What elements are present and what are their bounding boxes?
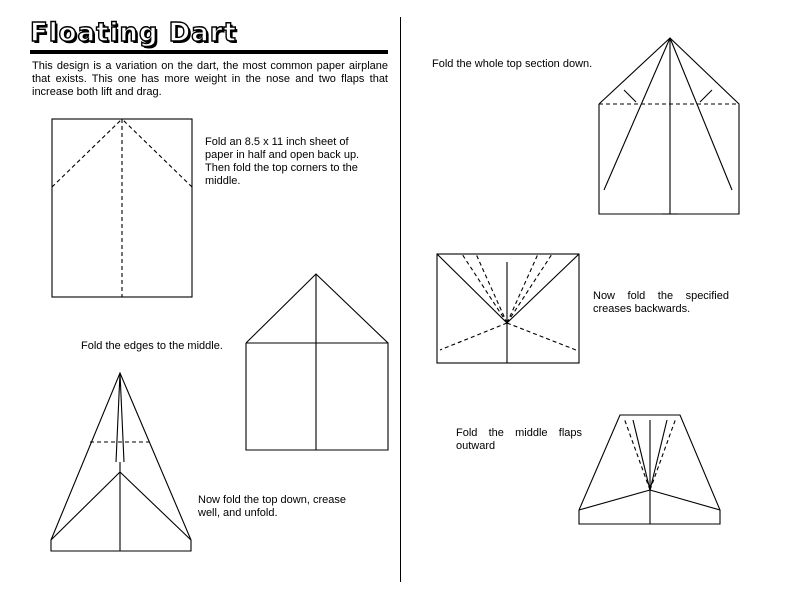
step1-left-corner-fold bbox=[52, 119, 122, 187]
step3-left-edge bbox=[51, 472, 120, 540]
step1-diagram bbox=[51, 118, 193, 298]
step4-outline bbox=[599, 38, 739, 214]
step4-right-diagonal bbox=[670, 38, 732, 190]
step4-right-crease bbox=[700, 90, 712, 102]
step5-right-crease-a bbox=[507, 254, 538, 323]
step4-text: Fold the whole top section down. bbox=[432, 58, 593, 70]
step3-text: Now fold the top down, crease well, and unfold. bbox=[198, 494, 346, 519]
step3-diagram bbox=[50, 372, 192, 552]
title-underline bbox=[30, 50, 388, 54]
step5-right-arc bbox=[507, 323, 576, 350]
step6-right-crease bbox=[650, 418, 676, 490]
step2-diagram bbox=[245, 273, 389, 451]
step5-left-crease-a bbox=[462, 254, 507, 323]
step5-left-crease-b bbox=[476, 254, 507, 323]
step6-left-fold bbox=[579, 490, 650, 510]
step1-right-corner-fold bbox=[122, 119, 192, 187]
step6-text: Fold the middle flaps outward bbox=[456, 427, 582, 452]
step6-diagram bbox=[578, 414, 722, 526]
step5-body bbox=[437, 254, 579, 363]
intro-paragraph: This design is a variation on the dart, the most common paper airplane that exists. This one has more weight in the nose and two flaps that increase both lift and drag. bbox=[32, 60, 388, 98]
step1-text: Fold an 8.5 x 11 inch sheet of paper in half and open back up. Then fold the top corners to the middle. bbox=[205, 136, 360, 187]
column-divider bbox=[400, 17, 401, 582]
step3-right-edge bbox=[120, 472, 191, 540]
step3-inner-right bbox=[120, 373, 124, 462]
step5-left-arc bbox=[440, 323, 507, 350]
step1-sheet bbox=[52, 119, 192, 297]
page-title: Floating Dart bbox=[30, 18, 237, 48]
step3-inner-left bbox=[116, 373, 120, 462]
step5-diagram bbox=[436, 253, 580, 367]
step2-text: Fold the edges to the middle. bbox=[81, 340, 223, 352]
step6-right-fold bbox=[650, 490, 720, 510]
step6-left-crease bbox=[624, 418, 650, 490]
step4-diagram bbox=[598, 37, 740, 217]
step4-left-diagonal bbox=[604, 38, 670, 190]
step2-outline bbox=[246, 274, 388, 450]
step6-left-flap bbox=[633, 420, 650, 490]
step6-right-flap bbox=[650, 420, 667, 490]
step5-text: Now fold the specified creases backwards. bbox=[593, 290, 729, 315]
step4-left-crease bbox=[624, 90, 636, 102]
step5-right-crease-b bbox=[507, 254, 552, 323]
step5-top-v bbox=[437, 254, 579, 323]
